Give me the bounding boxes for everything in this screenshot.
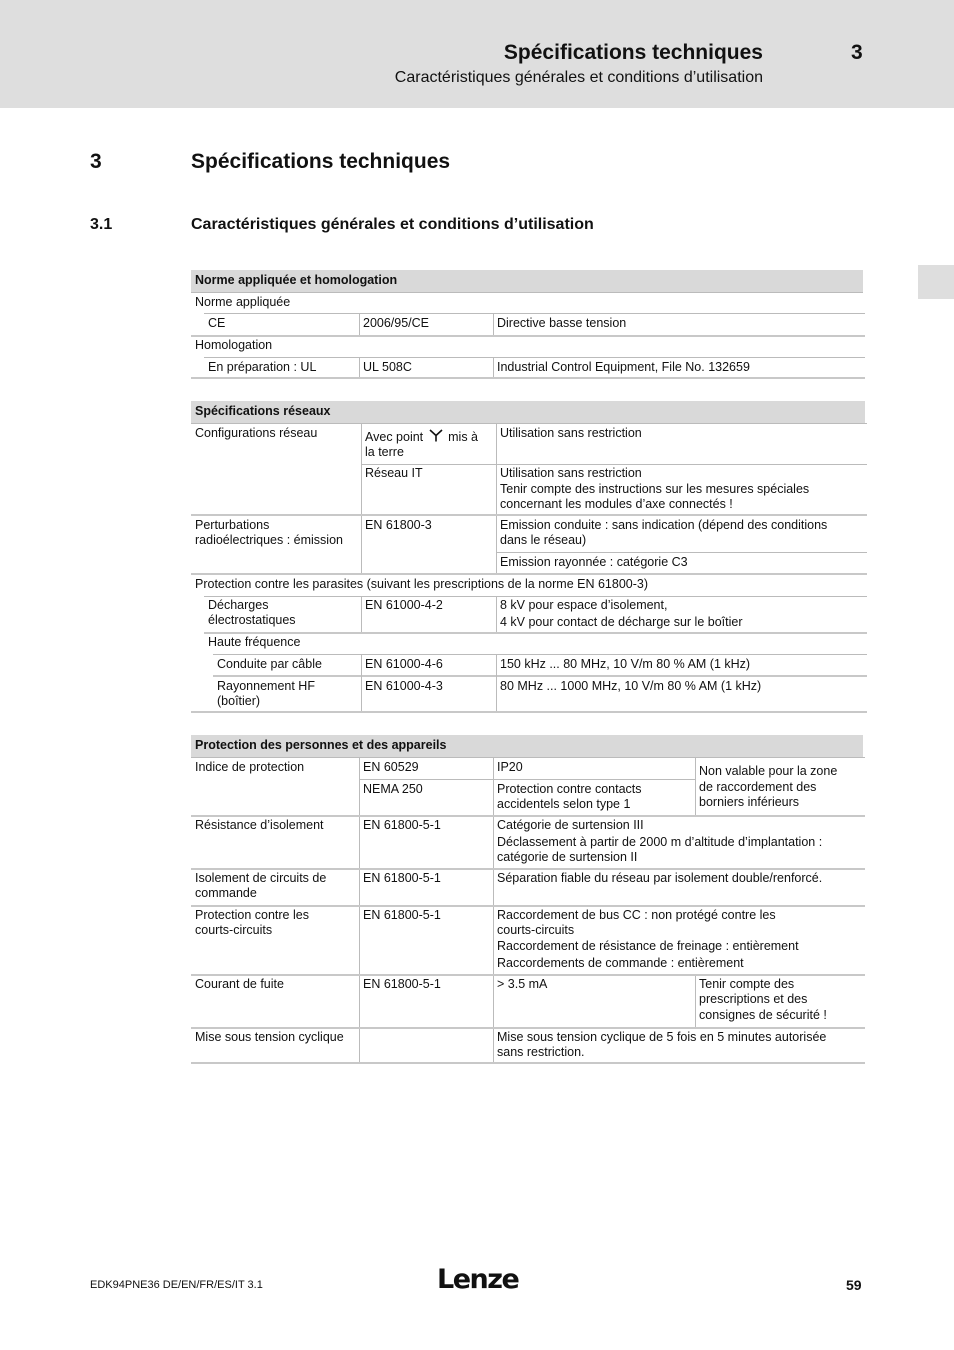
cell: 8 kV pour espace d’isolement, (500, 598, 668, 612)
cell: 150 kHz ... 80 MHz, 10 V/m 80 % AM (1 kHz) (500, 657, 751, 671)
row-divider (191, 292, 863, 293)
row-label: (boîtier) (217, 694, 261, 708)
cell: Raccordement de bus CC : non protégé contre les (497, 908, 776, 922)
table-title: Norme appliquée et homologation (195, 273, 398, 287)
row-label: Perturbations (195, 518, 270, 532)
row-divider (191, 573, 867, 575)
heading2-title: Caractéristiques générales et conditions d’utilisation (191, 216, 594, 233)
header-band (0, 0, 954, 108)
cell: Utilisation sans restriction (500, 466, 642, 480)
row-label: Indice de protection (195, 760, 305, 774)
cell: sans restriction. (497, 1045, 585, 1059)
cell: > 3.5 mA (497, 977, 548, 991)
cell: EN 61000-4-2 (365, 598, 443, 612)
row-label: électrostatiques (208, 613, 296, 627)
col-divider (359, 314, 360, 335)
col-divider (695, 976, 696, 1027)
cell: UL 508C (363, 360, 412, 374)
lenze-logo: Lenze (437, 1264, 519, 1295)
row-label: Configurations réseau (195, 426, 318, 440)
row-divider (204, 313, 865, 314)
table-title: Spécifications réseaux (195, 404, 331, 418)
row-label: Rayonnement HF (217, 679, 315, 693)
row-divider (191, 711, 867, 713)
row-divider (204, 632, 867, 634)
heading1-title: Spécifications techniques (191, 150, 451, 173)
cell: 2006/95/CE (363, 316, 430, 330)
col-divider (493, 1029, 494, 1062)
cell: EN 61800-5-1 (363, 818, 441, 832)
heading1-number: 3 (90, 150, 102, 173)
cell: En préparation : UL (208, 360, 317, 374)
cell: Raccordement de résistance de freinage : entièrement (497, 939, 799, 953)
cell-text: Avec point (365, 430, 424, 444)
col-divider (359, 758, 360, 816)
header-title: Spécifications techniques (503, 41, 763, 64)
cell: de raccordement des (699, 780, 817, 794)
cell: courts-circuits (497, 923, 575, 937)
row-divider (497, 552, 867, 553)
cell: prescriptions et des (699, 992, 808, 1006)
col-divider (361, 516, 362, 574)
col-divider (496, 424, 497, 515)
row-label: Mise sous tension cyclique (195, 1030, 344, 1044)
row-divider (191, 905, 865, 907)
col-divider (359, 976, 360, 1027)
cell: NEMA 250 (363, 782, 423, 796)
col-divider (493, 976, 494, 1027)
col-divider (493, 907, 494, 974)
row-label: courts-circuits (195, 923, 273, 937)
row-divider (213, 654, 867, 655)
row-divider (191, 335, 865, 337)
col-divider (361, 424, 362, 515)
cell: CE (208, 316, 226, 330)
row-divider (191, 974, 865, 976)
col-divider (493, 358, 494, 378)
cell: consignes de sécurité ! (699, 1008, 827, 1022)
col-divider (359, 870, 360, 905)
cell: accidentels selon type 1 (497, 797, 631, 811)
row-divider (204, 596, 867, 597)
heading2-number: 3.1 (90, 216, 113, 233)
cell: concernant les modules d’axe connectés ! (500, 497, 733, 511)
cell: la terre (365, 445, 404, 459)
col-divider (493, 870, 494, 905)
row-divider (191, 423, 867, 424)
header-chapter-number: 3 (851, 41, 863, 64)
row-divider (191, 377, 865, 379)
col-divider (359, 358, 360, 378)
col-divider (359, 817, 360, 868)
cell: Emission conduite : sans indication (dépend des conditions (500, 518, 828, 532)
col-divider (695, 758, 696, 816)
row-label: commande (195, 886, 257, 900)
cell: EN 61800-5-1 (363, 871, 441, 885)
row-divider (204, 357, 865, 358)
row-divider (191, 868, 865, 870)
table-title: Protection des personnes et des appareils (195, 738, 447, 752)
row-divider (191, 1027, 865, 1029)
row-label: Protection contre les parasites (suivant les prescriptions de la norme EN 61800-3) (195, 577, 648, 591)
row-label: Protection contre les (195, 908, 309, 922)
cell: Mise sous tension cyclique de 5 fois en 5 minutes autorisée (497, 1030, 827, 1044)
cell: Réseau IT (365, 466, 423, 480)
col-divider (493, 314, 494, 335)
row-label: Norme appliquée (195, 295, 291, 309)
row-label: radioélectriques : émission (195, 533, 343, 547)
cell: Déclassement à partir de 2000 m d’altitude d’implantation : (497, 835, 823, 849)
row-divider (213, 675, 867, 677)
row-divider (360, 779, 695, 780)
cell: Raccordements de commande : entièrement (497, 956, 744, 970)
cell: EN 61800-3 (365, 518, 432, 532)
row-divider (191, 815, 865, 817)
cell: Tenir compte des (699, 977, 795, 991)
col-divider (496, 655, 497, 711)
cell: Catégorie de surtension III (497, 818, 644, 832)
cell: EN 61800-5-1 (363, 908, 441, 922)
col-divider (359, 907, 360, 974)
cell: EN 61800-5-1 (363, 977, 441, 991)
row-divider (191, 757, 865, 758)
chapter-tab-marker (918, 265, 954, 299)
cell: borniers inférieurs (699, 795, 800, 809)
row-label: Décharges (208, 598, 269, 612)
cell: 80 MHz ... 1000 MHz, 10 V/m 80 % AM (1 kHz) (500, 679, 762, 693)
row-label: Conduite par câble (217, 657, 322, 671)
col-divider (359, 1029, 360, 1062)
header-subtitle: Caractéristiques générales et conditions d’utilisation (394, 69, 763, 86)
col-divider (361, 597, 362, 633)
col-divider (496, 516, 497, 574)
cell: Directive basse tension (497, 316, 627, 330)
row-divider (362, 464, 867, 465)
col-divider (496, 597, 497, 633)
cell: Tenir compte des instructions sur les mesures spéciales (500, 482, 810, 496)
page-number: 59 (846, 1277, 862, 1293)
row-label: Isolement de circuits de (195, 871, 327, 885)
cell: EN 61000-4-3 (365, 679, 443, 693)
row-divider (191, 1062, 865, 1064)
col-divider (361, 655, 362, 711)
cell: Industrial Control Equipment, File No. 132659 (497, 360, 750, 374)
row-label: Résistance d’isolement (195, 818, 324, 832)
cell: Séparation fiable du réseau par isolement double/renforcé. (497, 871, 823, 885)
col-divider (493, 758, 494, 816)
cell: 4 kV pour contact de décharge sur le boîtier (500, 615, 743, 629)
cell: IP20 (497, 760, 523, 774)
row-label: Haute fréquence (208, 635, 301, 649)
cell: catégorie de surtension II (497, 850, 638, 864)
row-divider (191, 514, 867, 516)
cell (365, 429, 478, 446)
col-divider (493, 817, 494, 868)
cell: EN 61000-4-6 (365, 657, 443, 671)
cell: Emission rayonnée : catégorie C3 (500, 555, 688, 569)
footer-document-id: EDK94PNE36 DE/EN/FR/ES/IT 3.1 (90, 1279, 263, 1291)
cell-text: mis à (448, 430, 478, 444)
cell: EN 60529 (363, 760, 419, 774)
cell: Non valable pour la zone (699, 764, 838, 778)
row-label: Courant de fuite (195, 977, 284, 991)
cell: Protection contre contacts (497, 782, 642, 796)
cell: Utilisation sans restriction (500, 426, 642, 440)
row-label: Homologation (195, 338, 273, 352)
star-point-icon (429, 429, 443, 442)
cell: dans le réseau) (500, 533, 587, 547)
